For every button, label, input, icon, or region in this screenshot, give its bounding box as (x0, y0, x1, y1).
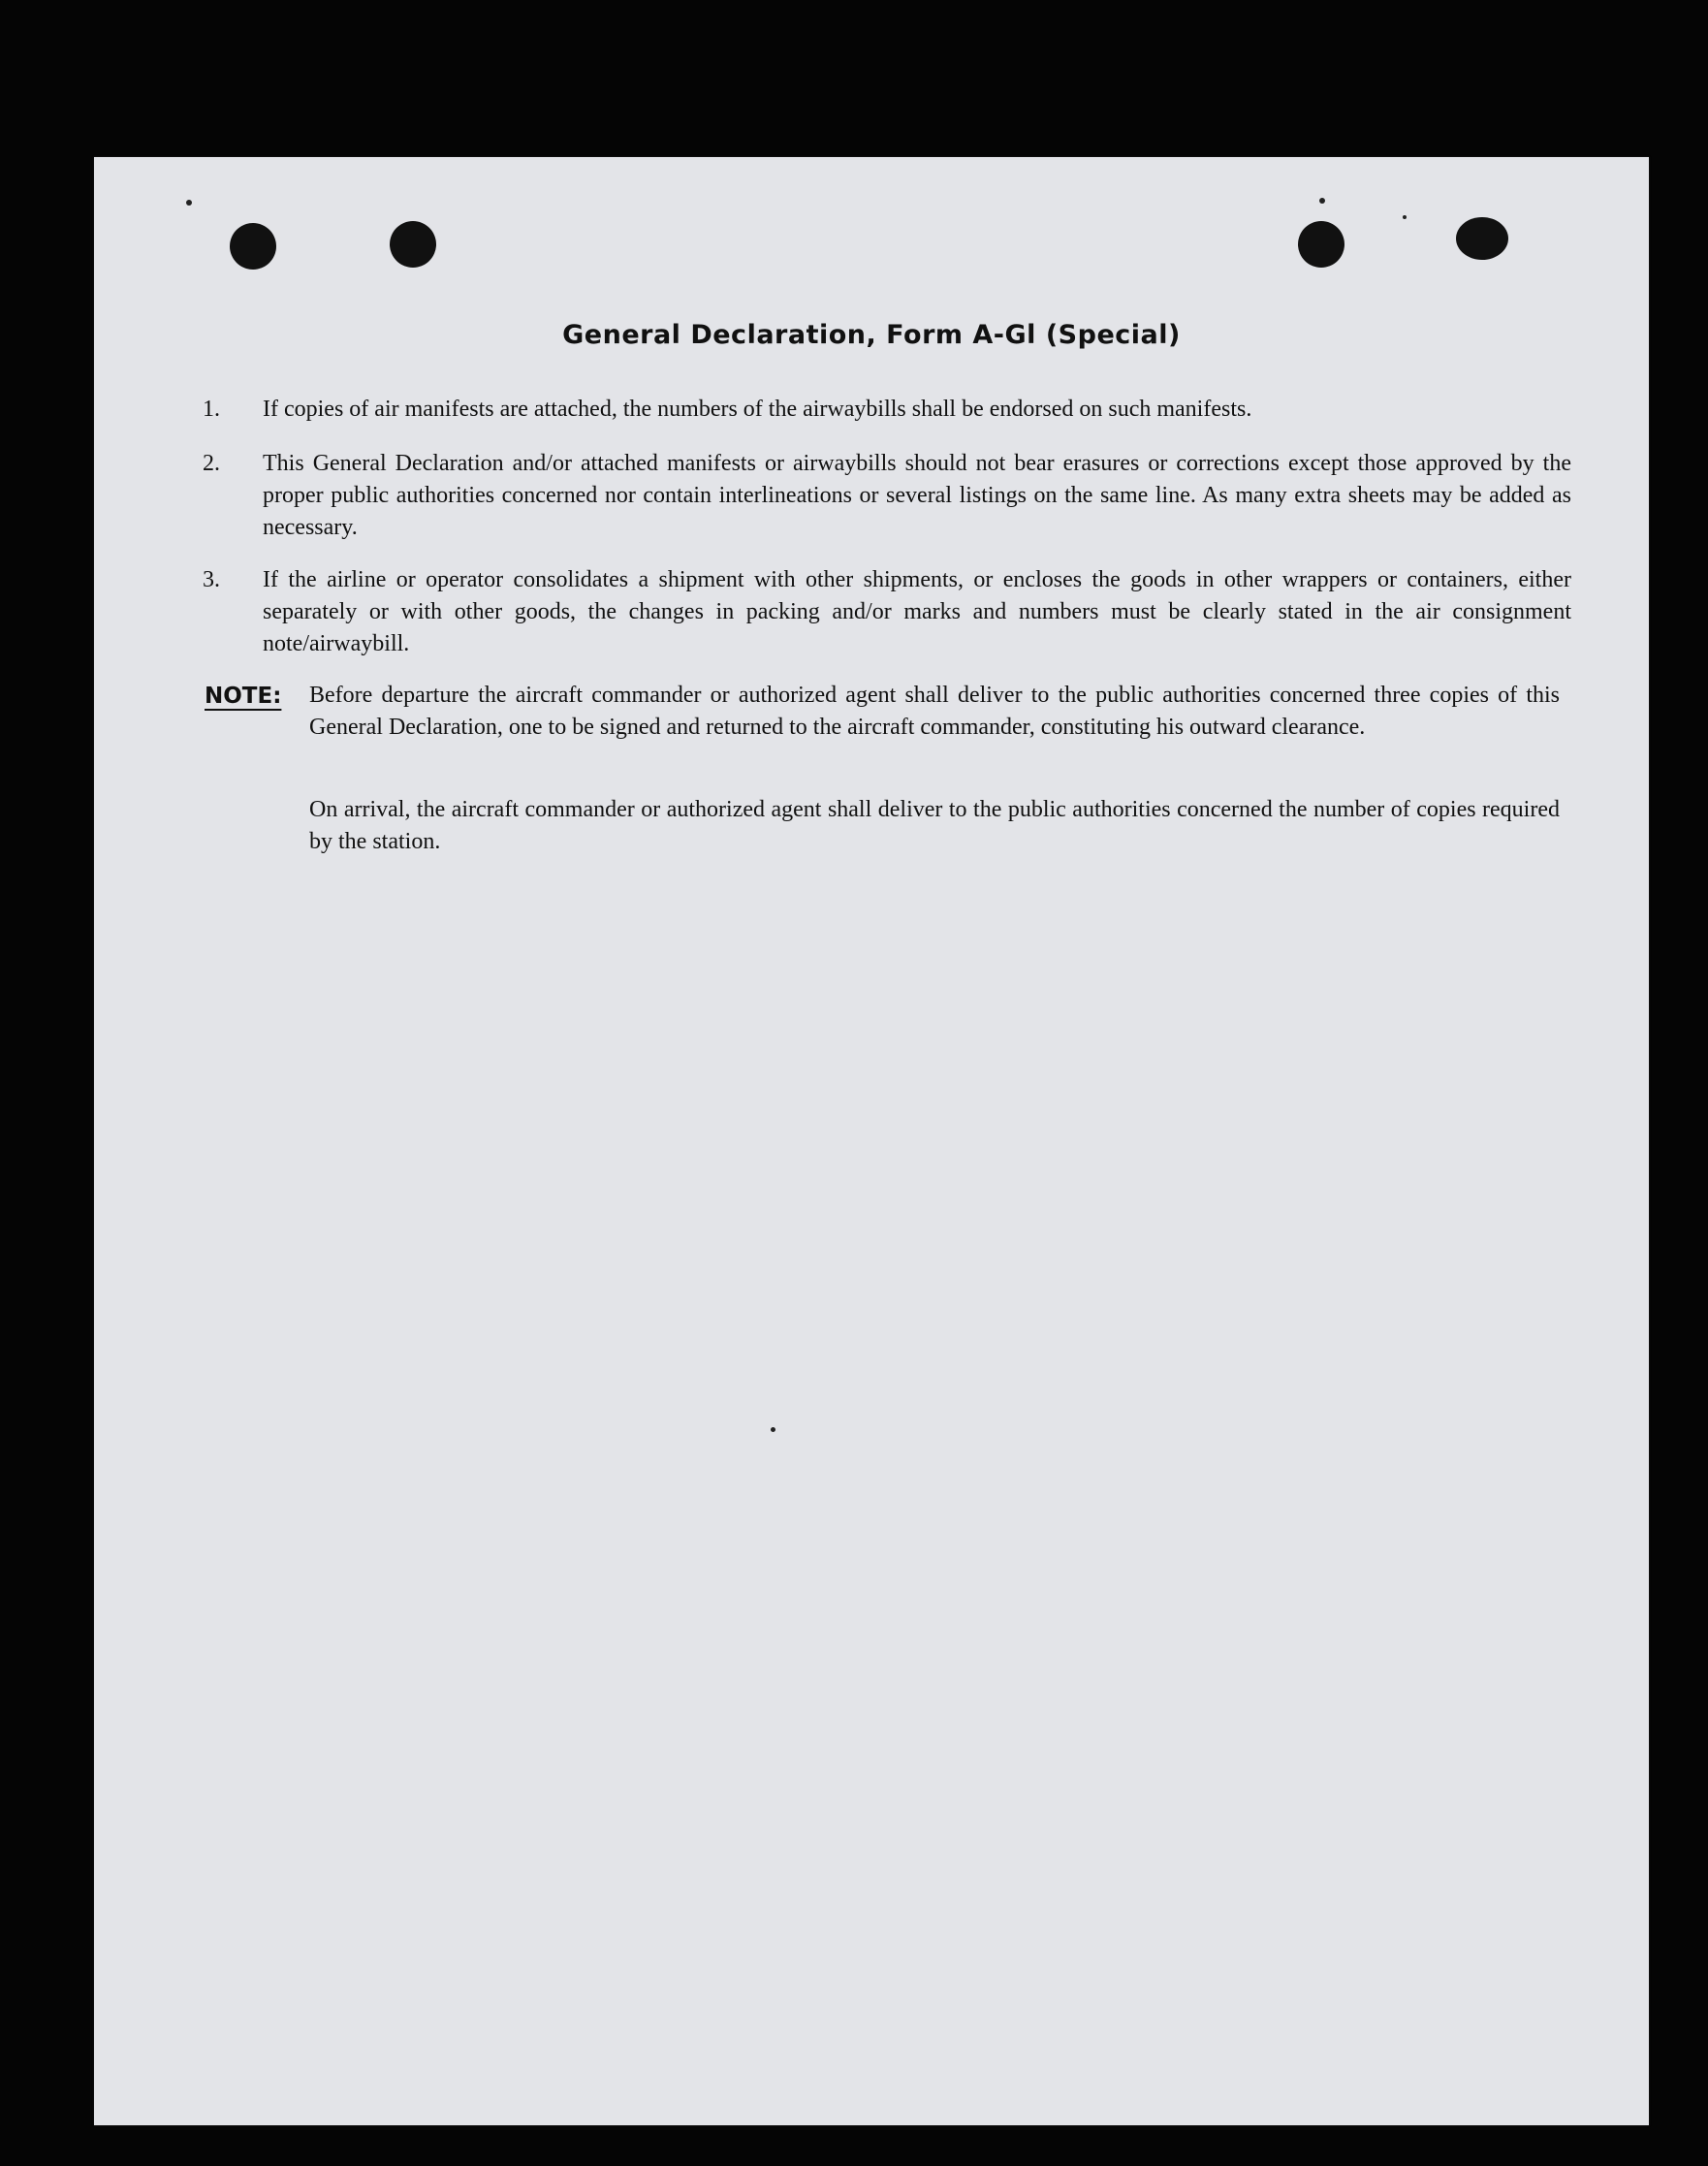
punch-hole-right-1 (1298, 221, 1344, 268)
list-item-text: If the airline or operator consolidates a shipment with other shipments, or encloses the goods in other wrappers or containers, either separately or with other goods, the changes in packing and/or marks and numbers must be clearly stated in the air consignment note/airwaybill. (263, 567, 1571, 656)
note-paragraph-2: On arrival, the aircraft commander or authorized agent shall deliver to the public authorities concerned the number of copies required by the station. (309, 797, 1560, 854)
paper-speck (1403, 215, 1407, 219)
punch-hole-left-2 (390, 221, 436, 268)
paper-speck (1319, 198, 1325, 204)
list-item-number: 1. (203, 397, 220, 422)
note-paragraph-1: Before departure the aircraft commander or authorized agent shall deliver to the public authorities concerned three copies of this General Declaration, one to be signed and returned to the aircraft commander, constituting his outward clearance. (309, 683, 1560, 740)
document-page (94, 157, 1649, 2125)
note-label: NOTE: (205, 684, 282, 709)
punch-hole-left-1 (230, 223, 276, 270)
list-item-number: 2. (203, 451, 220, 476)
paper-speck (771, 1427, 775, 1432)
list-item-text: If copies of air manifests are attached, the numbers of the airwaybills shall be endorsed on such manifests. (263, 397, 1252, 422)
paper-speck (186, 200, 192, 206)
list-item-number: 3. (203, 567, 220, 592)
punch-hole-right-2 (1456, 217, 1508, 260)
page-title: General Declaration, Form A-Gl (Special) (562, 320, 1181, 350)
list-item-text: This General Declaration and/or attached manifests or airwaybills should not bear erasures or corrections except those approved by the proper public authorities concerned nor contain interlineations or several listings on the same line. As many extra sheets may be added as necessary. (263, 451, 1571, 540)
